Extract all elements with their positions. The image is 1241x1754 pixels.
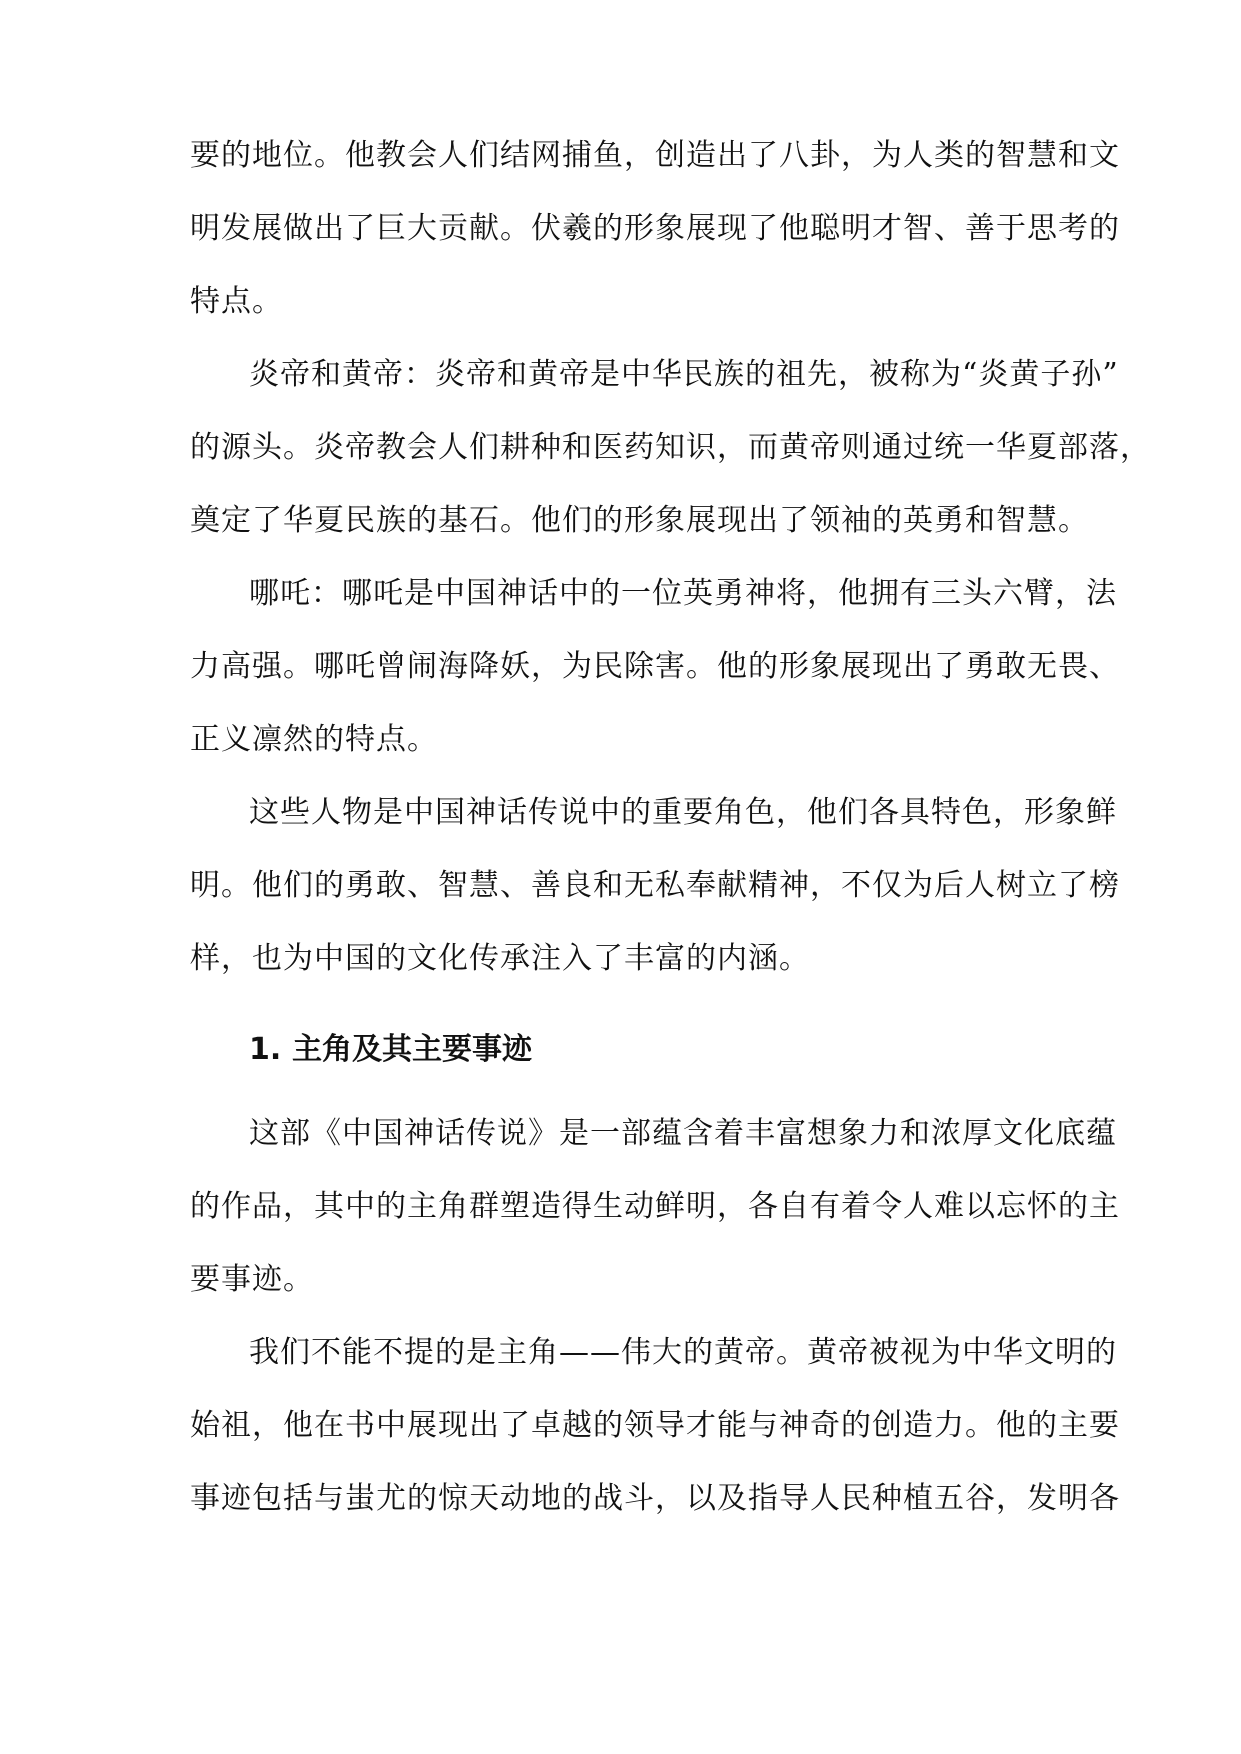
text-line: 这些人物是中国神话传说中的重要角色，他们各具特色，形象鲜 — [249, 795, 1117, 830]
text-line: 力高强。哪吒曾闹海降妖，为民除害。他的形象展现出了勇敢无畏、 — [190, 649, 1120, 684]
section-number: 1. — [249, 1032, 282, 1067]
section-title: 主角及其主要事迹 — [292, 1032, 532, 1067]
text-line: 要事迹。 — [190, 1262, 314, 1297]
text-line: 哪吒：哪吒是中国神话中的一位英勇神将，他拥有三头六臂，法 — [249, 576, 1117, 611]
text-line: 的源头。炎帝教会人们耕种和医药知识，而黄帝则通过统一华夏部落， — [190, 430, 1151, 465]
text-line: 明。他们的勇敢、智慧、善良和无私奉献精神，不仅为后人树立了榜 — [190, 868, 1120, 903]
text-line: 这部《中国神话传说》是一部蕴含着丰富想象力和浓厚文化底蕴 — [249, 1116, 1117, 1151]
text-line: 炎帝和黄帝：炎帝和黄帝是中华民族的祖先，被称为“炎黄子孙” — [249, 357, 1119, 392]
text-line: 事迹包括与蚩尤的惊天动地的战斗，以及指导人民种植五谷，发明各 — [190, 1481, 1120, 1516]
text-line: 始祖，他在书中展现出了卓越的领导才能与神奇的创造力。他的主要 — [190, 1408, 1120, 1443]
text-line: 奠定了华夏民族的基石。他们的形象展现出了领袖的英勇和智慧。 — [190, 503, 1089, 538]
text-line: 特点。 — [190, 284, 283, 319]
text-line: 样，也为中国的文化传承注入了丰富的内涵。 — [190, 941, 810, 976]
text-line: 我们不能不提的是主角——伟大的黄帝。黄帝被视为中华文明的 — [249, 1335, 1117, 1370]
text-line: 要的地位。他教会人们结网捕鱼，创造出了八卦，为人类的智慧和文 — [190, 138, 1120, 173]
text-line: 正义凛然的特点。 — [190, 722, 438, 757]
text-line: 的作品，其中的主角群塑造得生动鲜明，各自有着令人难以忘怀的主 — [190, 1189, 1120, 1224]
text-line: 明发展做出了巨大贡献。伏羲的形象展现了他聪明才智、善于思考的 — [190, 211, 1120, 246]
section-heading — [190, 1030, 532, 1070]
